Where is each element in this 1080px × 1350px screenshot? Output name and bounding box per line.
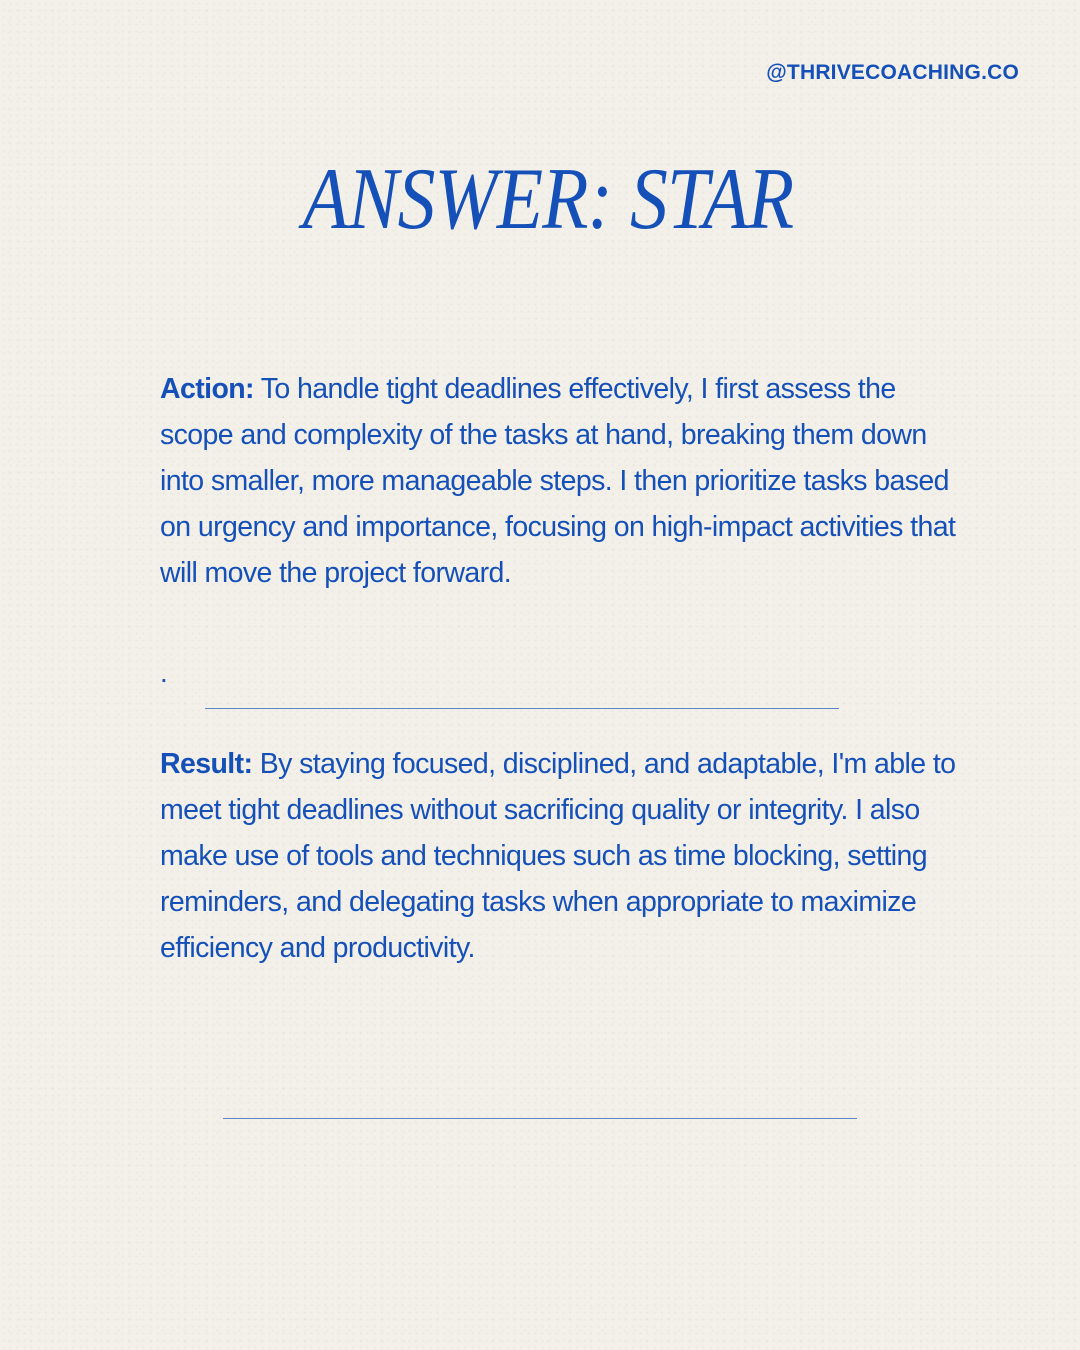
action-label: Action: [160,373,254,405]
divider-bottom [223,1118,857,1119]
action-trailing-dot: . [160,657,168,688]
divider-top [205,708,839,709]
action-paragraph [160,366,960,596]
account-handle: @THRIVECOACHING.CO [766,61,1019,84]
page-title: ANSWER: STAR [302,151,794,248]
action-text: To handle tight deadlines effectively, I first assess the scope and complexity of the tasks at hand, breaking them down into smaller, more manageable steps. I then prioritize tasks based on urgency and importance, focusing on high-impact activities that will move the project forward. [160,373,956,589]
result-label: Result: [160,748,253,780]
result-text: By staying focused, disciplined, and adaptable, I'm able to meet tight deadlines without sacrificing quality or integrity. I also make use of tools and techniques such as time blocking, setting reminders, and delegating tasks when appropriate to maximize efficiency and productivity. [160,748,956,964]
result-paragraph [160,741,960,971]
